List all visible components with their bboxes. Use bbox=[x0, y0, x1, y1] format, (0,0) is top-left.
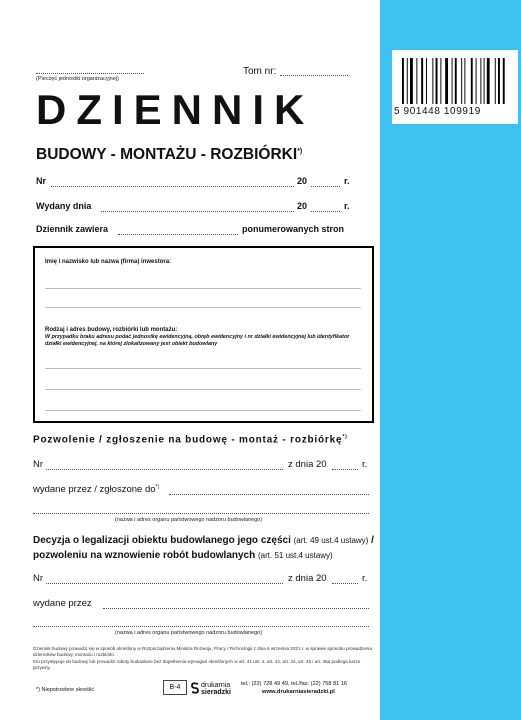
nr-year-suffix: r. bbox=[344, 176, 350, 186]
issued-label: Wydany dnia bbox=[36, 201, 92, 211]
nr-year-field[interactable] bbox=[311, 186, 340, 187]
decision-line-2-ref: (art. 51 ust.4 ustawy) bbox=[258, 551, 333, 560]
permit-issued-mark: *) bbox=[155, 484, 160, 490]
construction-type-label: Rodzaj i adres budowy, rozbiórki lub montażu: bbox=[45, 327, 178, 333]
issued-year-field[interactable] bbox=[311, 211, 340, 212]
decision-issued-field[interactable] bbox=[103, 608, 369, 609]
construction-line-1[interactable] bbox=[45, 368, 361, 369]
issued-year-prefix: 20 bbox=[297, 201, 308, 211]
printer-logo-line1: drukarnia bbox=[201, 682, 231, 689]
page-title: DZIENNIK bbox=[36, 86, 315, 133]
product-code: B-4 bbox=[163, 680, 187, 695]
investor-line-1[interactable] bbox=[45, 288, 361, 289]
investor-label: Imię i nazwisko lub nazwa (firma) inwestora: bbox=[45, 259, 172, 265]
decision-date-label: z dnia 20 bbox=[288, 573, 327, 584]
stamp-label: (Pieczęć jednostki organizacyjnej) bbox=[36, 76, 119, 82]
pages-count-field[interactable] bbox=[118, 234, 238, 235]
page-subtitle-mark: *) bbox=[297, 147, 303, 155]
decision-issued-label: wydane przez bbox=[33, 598, 92, 609]
investor-box bbox=[33, 246, 374, 423]
footer-note-1: Dziennik budowy prowadzi się w sposób określony w Rozporządzeniu Ministra Rozwoju, Pracy i Technologii z dnia 6 września 2021 r. w sprawie sposobu prowadzenia dzienników budowy, montażu i rozbiórki. bbox=[33, 646, 373, 658]
permit-title-mark: *) bbox=[342, 434, 348, 440]
issued-year-suffix: r. bbox=[344, 201, 350, 211]
barcode-digits: 5 901448 109919 bbox=[394, 106, 481, 117]
construction-type-note: W przypadku braku adresu podać jednostkę ewidencyjną, obręb ewidencyjny i nr działki ewidencyjnej lub identyfikator działki ewidencyjnej, na której zlokalizowany jest obiekt budowlany bbox=[45, 334, 350, 347]
tom-label: Tom nr: bbox=[243, 66, 277, 77]
tom-field[interactable] bbox=[280, 75, 348, 76]
permit-date-field[interactable] bbox=[332, 469, 358, 470]
decision-date-suffix: r. bbox=[362, 573, 368, 584]
printer-phone: tel.: (22) 728 49 49, tel./fax: (22) 758 81 16 bbox=[241, 681, 348, 687]
decision-line-1-bold: Decyzja o legalizacji obiektu budowlanego jego części bbox=[33, 535, 291, 546]
permit-organ-caption: (nazwa i adres organu państwowego nadzoru budowlanego) bbox=[115, 517, 263, 523]
permit-issued-field[interactable] bbox=[169, 494, 369, 495]
stamp-line bbox=[36, 73, 144, 74]
footer-note-2: Kto przystępuje do budowy lub prowadzi roboty budowlane bez dopełnienia wymagań określonych w art. 41 ust. 4, art. 42, art. 44, art. 45 i art. 45a podlega karze grzywny. bbox=[33, 659, 361, 671]
decision-line-1-ref: (art. 49 ust.4 ustawy) bbox=[293, 536, 369, 545]
decision-line-1-slash: / bbox=[371, 535, 374, 546]
permit-nr-label: Nr bbox=[33, 459, 44, 470]
decision-nr-field[interactable] bbox=[46, 583, 283, 584]
nr-label: Nr bbox=[36, 176, 47, 186]
contains-label: Dziennik zawiera bbox=[36, 224, 109, 234]
page-subtitle bbox=[36, 146, 302, 164]
decision-organ-line[interactable] bbox=[33, 626, 369, 627]
printer-website[interactable]: www.drukarniasieradzki.pl bbox=[262, 689, 335, 695]
investor-line-2[interactable] bbox=[45, 307, 361, 308]
permit-date-label: z dnia 20 bbox=[288, 459, 327, 470]
construction-line-2[interactable] bbox=[45, 389, 361, 390]
decision-date-field[interactable] bbox=[332, 583, 358, 584]
decision-line-2-bold: pozwoleniu na wznowienie robót budowlanych bbox=[33, 550, 256, 561]
decision-organ-caption: (nazwa i adres organu państwowego nadzoru budowlanego) bbox=[115, 630, 263, 636]
decision-line-2 bbox=[33, 549, 333, 563]
printer-logo-icon bbox=[191, 682, 199, 694]
strike-note: *) Niepotrzebne skreślić bbox=[36, 687, 95, 693]
printer-logo-line2: sieradzki bbox=[201, 689, 231, 696]
permit-title bbox=[33, 434, 348, 445]
issued-field[interactable] bbox=[101, 211, 294, 212]
decision-line-1 bbox=[33, 534, 374, 548]
construction-line-3[interactable] bbox=[45, 410, 361, 411]
nr-year-prefix: 20 bbox=[297, 176, 308, 186]
decision-nr-label: Nr bbox=[33, 573, 44, 584]
page-subtitle-text: BUDOWY - MONTAŻU - ROZBIÓRKI bbox=[36, 146, 298, 163]
permit-title-text: Pozwolenie / zgłoszenie na budowę - montaż - rozbiórkę bbox=[33, 434, 343, 446]
pages-label: ponumerowanych stron bbox=[242, 224, 345, 234]
barcode bbox=[392, 50, 518, 124]
permit-issued-text: wydane przez / zgłoszone do bbox=[33, 484, 156, 496]
barcode-bars bbox=[402, 58, 510, 104]
permit-organ-line[interactable] bbox=[33, 513, 369, 514]
permit-nr-field[interactable] bbox=[46, 469, 283, 470]
permit-issued-label bbox=[33, 484, 159, 495]
printer-logo bbox=[191, 680, 237, 696]
permit-date-suffix: r. bbox=[362, 459, 368, 470]
nr-field[interactable] bbox=[51, 186, 294, 187]
